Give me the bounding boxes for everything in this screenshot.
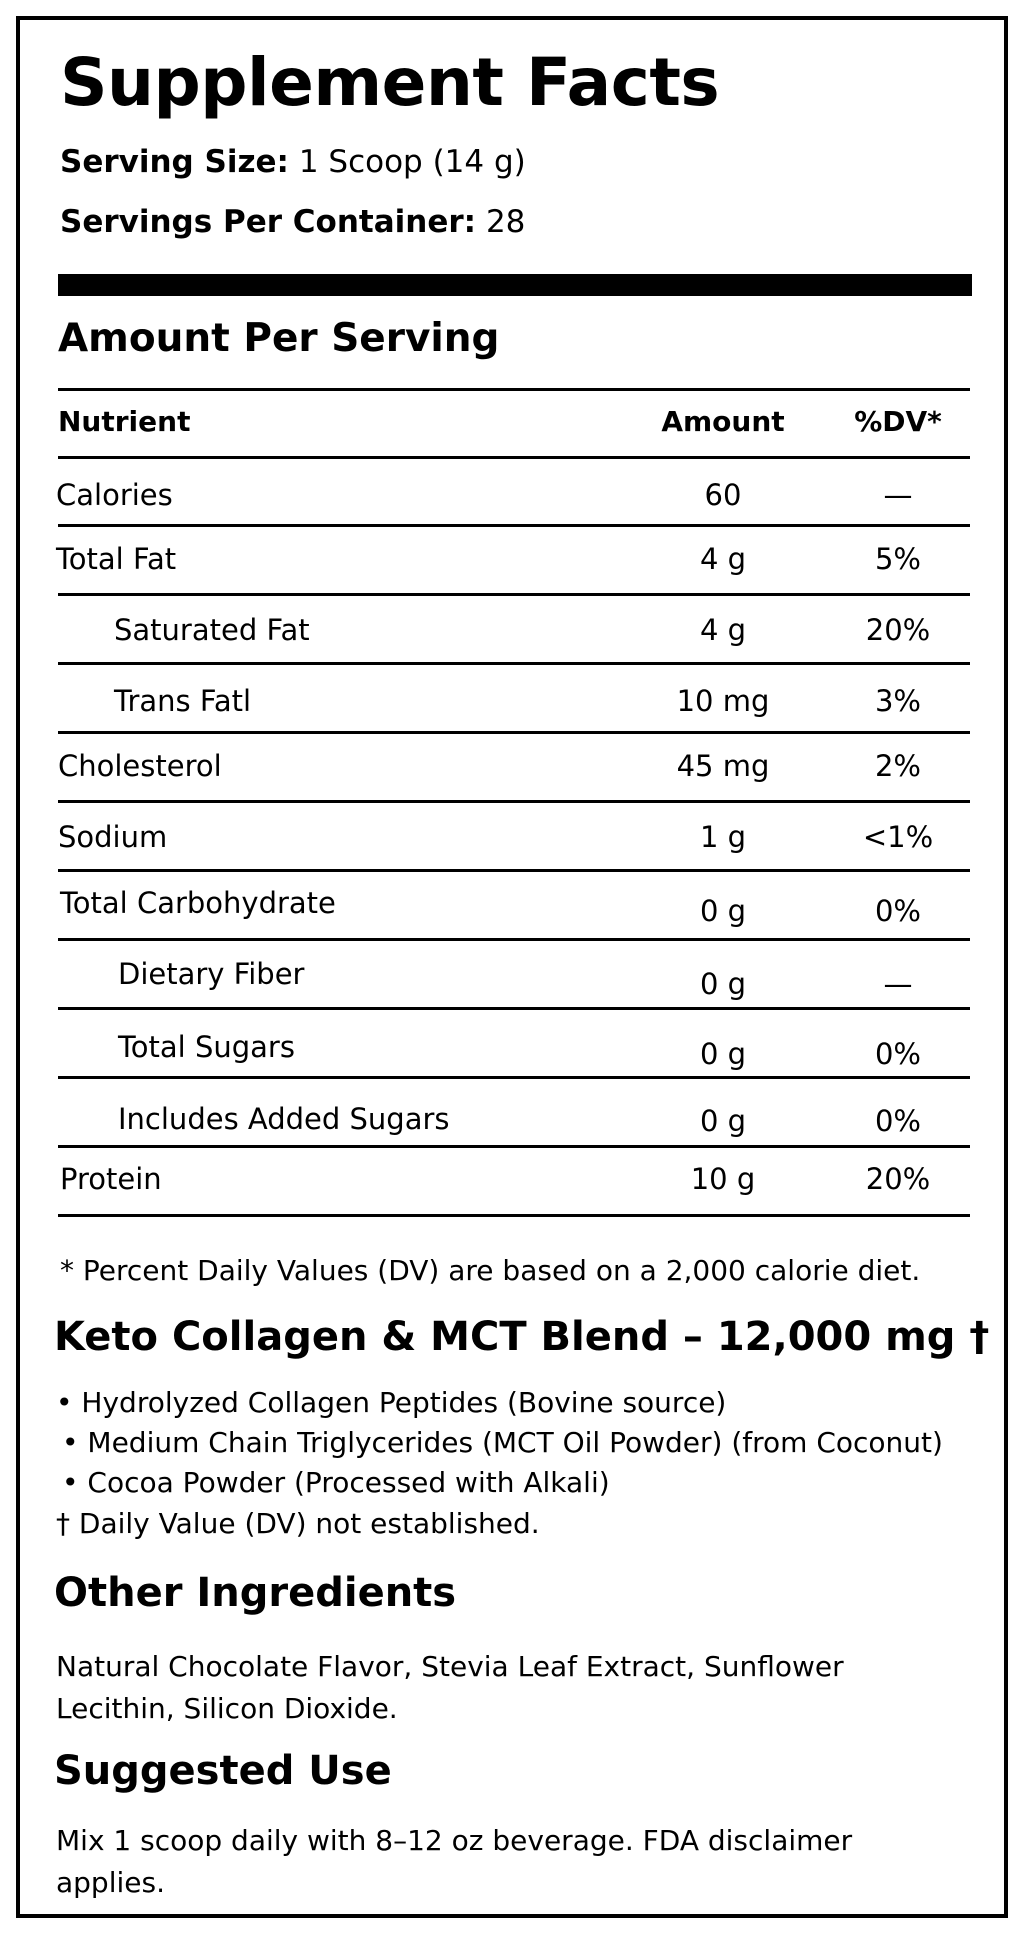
table-rule [58,869,970,872]
nutrient-name: Sodium [58,820,168,854]
nutrient-dv: 0% [874,1037,921,1071]
blend-note: † Daily Value (DV) not established. [56,1507,540,1540]
other-ingredients-text: Natural Chocolate Flavor, Stevia Leaf Extract, Sunflower Lecithin, Silicon Dioxide. [56,1650,844,1725]
nutrient-amount: 0 g [699,967,747,1001]
nutrient-amount: 4 g [699,542,747,576]
table-rule [58,662,970,665]
table-rule [58,1076,970,1079]
nutrient-dv: 0% [874,1104,921,1138]
nutrient-dv: 20% [865,1162,931,1196]
table-rule [58,593,970,596]
nutrient-dv: 3% [874,684,921,718]
dv-footnote: * Percent Daily Values (DV) are based on a 2,000 calorie diet. [60,1254,921,1287]
suggested-use-heading: Suggested Use [54,1748,392,1794]
nutrient-dv: — [883,478,913,512]
header-nutrient: Nutrient [58,405,191,438]
thick-divider [58,274,972,296]
table-rule [58,524,970,527]
table-rule [58,731,970,734]
nutrient-amount: 0 g [699,1037,747,1071]
suggested-use-text: Mix 1 scoop daily with 8–12 oz beverage. FDA disclaimer applies. [56,1824,853,1899]
serving-size-label: Serving Size: [60,144,289,180]
nutrient-name: Calories [56,478,173,512]
servings-per-container-value: 28 [485,204,526,240]
table-rule [58,938,970,941]
blend-item: • Hydrolyzed Collagen Peptides (Bovine source) [56,1386,727,1419]
nutrient-name: Protein [60,1162,162,1196]
nutrient-name: Saturated Fat [114,613,310,647]
servings-per-container-label: Servings Per Container: [60,204,477,240]
serving-size-value: 1 Scoop (14 g) [298,144,526,180]
nutrient-amount: 45 mg [676,749,770,783]
table-rule [58,388,970,391]
blend-item: • Cocoa Powder (Processed with Alkali) [62,1466,610,1499]
header-amount: Amount [661,405,785,438]
table-rule [58,1214,970,1217]
nutrient-name: Includes Added Sugars [118,1102,450,1136]
nutrient-name: Dietary Fiber [118,957,305,991]
nutrient-dv: 5% [874,542,921,576]
nutrient-dv: 0% [874,894,921,928]
nutrient-amount: 0 g [699,1104,747,1138]
blend-item: • Medium Chain Triglycerides (MCT Oil Powder) (from Coconut) [62,1426,943,1459]
table-rule [58,456,970,459]
nutrient-name: Trans Fatl [114,684,252,718]
table-rule [58,1145,970,1148]
nutrient-dv: <1% [862,820,934,854]
nutrient-amount: 1 g [699,820,747,854]
nutrient-name: Total Fat [56,542,177,576]
header-dv: %DV* [854,405,942,438]
nutrient-amount: 0 g [699,894,747,928]
nutrient-name: Total Sugars [118,1030,295,1064]
nutrient-dv: — [883,967,913,1001]
table-rule [58,800,970,803]
nutrient-name: Cholesterol [58,749,222,783]
nutrient-amount: 10 mg [676,684,770,718]
other-ingredients-heading: Other Ingredients [54,1570,457,1616]
page-title: Supplement Facts [60,44,720,121]
nutrient-amount: 60 [704,478,742,512]
nutrient-amount: 4 g [699,613,747,647]
nutrient-dv: 20% [865,613,931,647]
serving-size [60,144,526,180]
nutrient-name: Total Carbohydrate [60,886,336,920]
blend-heading: Keto Collagen & MCT Blend – 12,000 mg † [54,1314,990,1360]
table-rule [58,1007,970,1010]
nutrient-dv: 2% [874,749,921,783]
servings-per-container [60,204,525,240]
nutrient-amount: 10 g [690,1162,756,1196]
amount-per-serving-heading: Amount Per Serving [58,316,500,361]
